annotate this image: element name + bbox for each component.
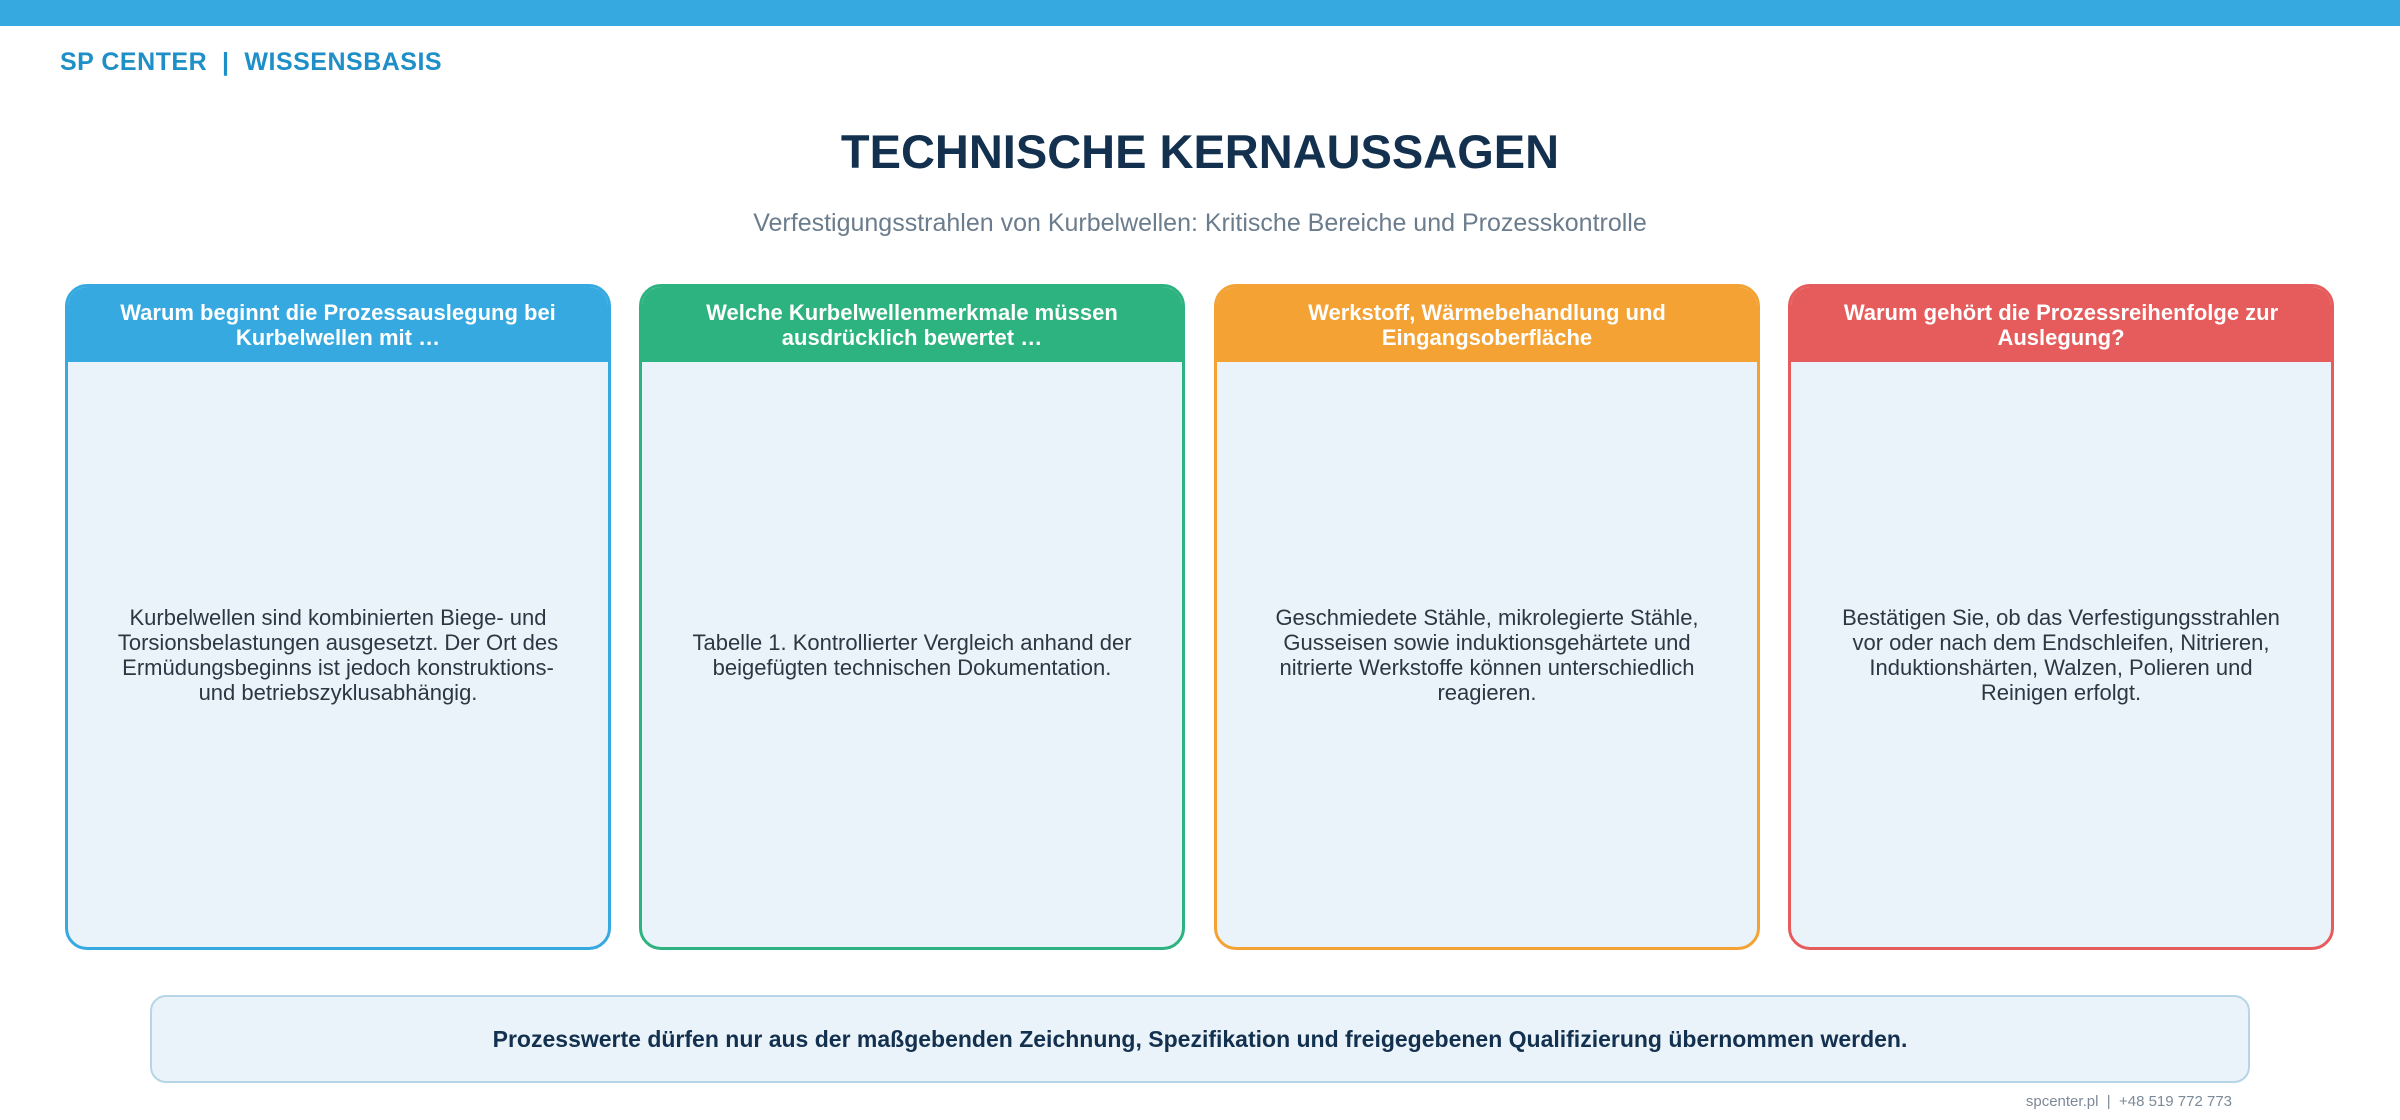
card-heading: Warum beginnt die Prozessauslegung bei Kurbelwellen mit … — [68, 287, 608, 362]
card-text: Bestätigen Sie, ob das Verfestigungsstrahlen vor oder nach dem Endschleifen, Nitrieren, Induktionshärten, Walzen, Polieren und Reinigen erfolgt. — [1842, 604, 2280, 705]
card-process-design — [65, 284, 611, 950]
card-heading: Warum gehört die Prozessreihenfolge zur Auslegung? — [1791, 287, 2331, 362]
brand-label: SP CENTER | WISSENSBASIS — [60, 48, 443, 76]
card-text: Tabelle 1. Kontrollierter Vergleich anhand der beigefügten technischen Dokumentation. — [692, 629, 1132, 680]
process-values-note: Prozesswerte dürfen nur aus der maßgebenden Zeichnung, Spezifikation und freigegebenen Qualifizierung übernommen werden. — [150, 995, 2250, 1083]
page-subtitle: Verfestigungsstrahlen von Kurbelwellen: Kritische Bereiche und Prozesskontrolle — [753, 209, 1647, 237]
card-text: Geschmiedete Stähle, mikrolegierte Stähle, Gusseisen sowie induktionsgehärtete und nitrierte Werkstoffe können unterschiedlich reagieren. — [1275, 604, 1699, 705]
card-crankshaft-features — [639, 284, 1185, 950]
page-title: TECHNISCHE KERNAUSSAGEN — [840, 125, 1560, 178]
footer-contact: spcenter.pl | +48 519 772 773 — [2025, 1093, 2232, 1110]
top-accent-bar — [0, 0, 2400, 26]
card-text: Kurbelwellen sind kombinierten Biege- und Torsionsbelastungen ausgesetzt. Der Ort des Ermüdungsbeginns ist jedoch konstruktions- und betriebszyklusabhängig. — [117, 604, 559, 705]
card-heading: Welche Kurbelwellenmerkmale müssen ausdrücklich bewertet … — [642, 287, 1182, 362]
card-heading: Werkstoff, Wärmebehandlung und Eingangsoberfläche — [1217, 287, 1757, 362]
card-material-heat-treatment — [1214, 284, 1760, 950]
card-process-sequence — [1788, 284, 2334, 950]
